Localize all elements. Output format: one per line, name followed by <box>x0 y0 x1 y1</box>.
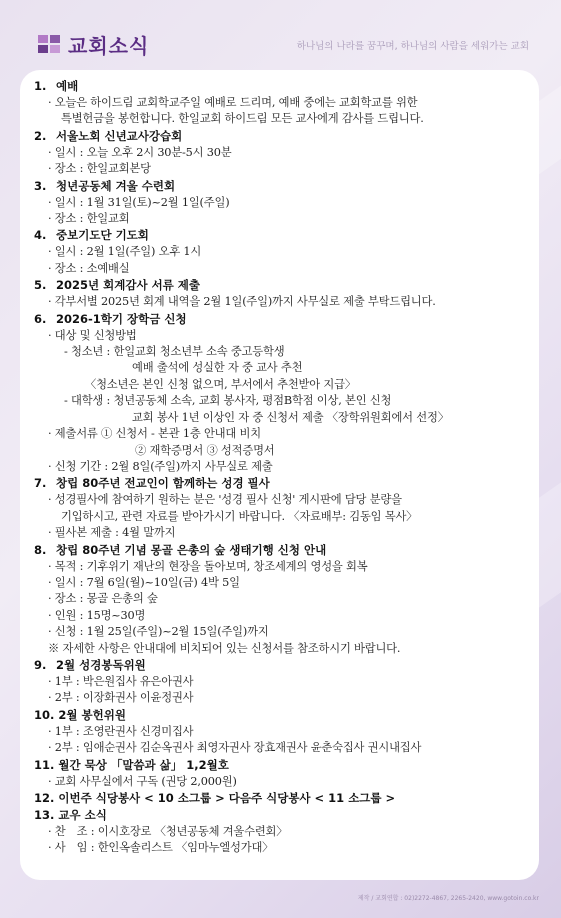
news-item-number: 9. <box>34 657 47 672</box>
news-item-title: 예배 <box>56 79 79 93</box>
news-item <box>34 311 534 476</box>
news-item <box>34 78 534 128</box>
page-title: 교회소식 <box>68 34 150 58</box>
news-item <box>34 757 534 790</box>
news-item-line: ※ 자세한 사항은 안내대에 비치되어 있는 신청서를 참조하시기 바랍니다. <box>48 641 401 655</box>
news-item-line: · 신청 : 1월 25일(주일)~2월 15일(주일)까지 <box>48 625 269 639</box>
news-item-heading <box>34 178 534 195</box>
news-item-number: 11. <box>34 757 55 772</box>
news-item-number: 4. <box>34 228 47 243</box>
news-item-line: · 사 임 : 한인옥솔리스트 〈임마누엘성가대〉 <box>48 841 274 855</box>
news-item-title: 2026-1학기 장학금 신청 <box>56 311 187 326</box>
news-item-title: 창립 80주년 기념 몽골 은총의 숲 생태기행 신청 안내 <box>56 542 327 557</box>
news-item-heading <box>34 128 534 145</box>
news-item-line: · 일시 : 7월 6일(월)~10일(금) 4박 5일 <box>48 575 240 589</box>
news-list <box>34 78 534 857</box>
news-item-line: · 목적 : 기후위기 재난의 현장을 돌아보며, 창조세계의 영성을 회복 <box>48 559 368 573</box>
news-item-line: · 2부 : 이장화권사 이윤정권사 <box>48 691 194 705</box>
news-item-line: · 일시 : 2월 1일(주일) 오후 1시 <box>48 245 202 259</box>
footer-credit: 제작 / 교회연합 : 02)2272-4867, 2265-2420, www.gotoin.co.kr <box>357 895 539 902</box>
news-item-heading <box>34 475 534 492</box>
news-item-title: 교우 소식 <box>58 808 107 822</box>
news-item-line: · 제출서류 ① 신청서 - 본관 1층 안내대 비치 <box>48 427 261 441</box>
news-item-line: · 1부 : 박은원집사 유은아권사 <box>48 674 194 688</box>
news-item-title: 이번주 식당봉사 < 10 소그룹 > 다음주 식당봉사 < 11 소그룹 > <box>58 791 396 805</box>
news-item-title: 월간 묵상 「말씀과 삶」 1,2월호 <box>58 757 229 772</box>
news-item-line: · 오늘은 하이드림 교회학교주일 예배로 드리며, 예배 중에는 교회학교를 위한 <box>48 96 418 109</box>
news-item-heading <box>34 807 534 824</box>
slogan: 하나님의 나라를 꿈꾸며, 하나님의 사람을 세워가는 교회 <box>296 41 529 52</box>
news-item-line: · 각부서별 2025년 회계 내역을 2월 1일(주일)까지 사무실로 제출 부탁드립니다. <box>48 295 436 309</box>
news-item <box>34 277 534 310</box>
news-item-line: · 2부 : 임애순권사 김순옥권사 최영자권사 장효재권사 윤춘숙집사 권시내집사 <box>48 741 422 755</box>
news-item-heading <box>34 311 534 328</box>
news-item-line: ② 재학증명서 ③ 성적증명서 <box>135 443 275 457</box>
header <box>0 0 561 70</box>
news-item-title: 서울노회 신년교사강습회 <box>56 128 183 143</box>
news-item-number: 8. <box>34 542 47 557</box>
news-item-heading <box>34 542 534 559</box>
news-item-line: · 일시 : 1월 31일(토)~2월 1일(주일) <box>48 195 230 209</box>
news-item-heading <box>34 78 534 95</box>
news-item-title: 2월 성경봉독위원 <box>56 657 146 672</box>
news-item-number: 7. <box>34 476 47 491</box>
news-item-line: 예배 출석에 성실한 자 중 교사 추천 <box>132 361 303 375</box>
news-item-line: · 대상 및 신청방법 <box>48 328 137 342</box>
news-item-number: 5. <box>34 278 47 293</box>
news-item-number: 6. <box>34 311 47 326</box>
news-item-heading <box>34 277 534 294</box>
news-item <box>34 790 534 807</box>
news-item-line: · 신청 기간 : 2월 8일(주일)까지 사무실로 제출 <box>48 459 273 473</box>
news-item <box>34 475 534 541</box>
news-item-number: 2. <box>34 128 47 143</box>
news-item-line: · 성경필사에 참여하기 원하는 분은 '성경 필사 신청' 게시판에 담당 분량을 <box>48 493 402 507</box>
news-item-heading <box>34 227 534 244</box>
news-item-title: 2025년 회계감사 서류 제출 <box>56 278 201 293</box>
news-item-line: 특별헌금을 봉헌합니다. 한일교회 하이드림 모든 교사에게 감사를 드립니다. <box>61 112 424 126</box>
news-item-line: · 장소 : 소예배실 <box>48 261 130 275</box>
news-item-heading <box>34 757 534 774</box>
news-item-number: 13. <box>34 808 55 822</box>
news-item <box>34 178 534 228</box>
news-item <box>34 128 534 178</box>
logo-icon <box>38 35 62 55</box>
news-item-line: · 장소 : 한일교회본당 <box>48 162 151 176</box>
news-item <box>34 707 534 757</box>
news-item-line: 〈청소년은 본인 신청 없으며, 부서에서 추천받아 지급〉 <box>85 377 356 391</box>
news-item <box>34 227 534 277</box>
news-item-line: · 1부 : 조영란권사 신경미집사 <box>48 724 194 738</box>
news-item-title: 중보기도단 기도회 <box>56 228 149 243</box>
news-item-heading <box>34 657 534 674</box>
news-item <box>34 542 534 657</box>
news-item-line: · 인원 : 15명~30명 <box>48 608 146 622</box>
news-item-line: · 찬 조 : 이시호장로 〈청년공동체 겨울수련회〉 <box>48 825 288 838</box>
news-item-line: - 청소년 : 한일교회 청소년부 소속 중고등학생 <box>64 345 285 359</box>
news-item-number: 12. <box>34 791 55 805</box>
news-item-line: · 교회 사무실에서 구독 (권당 2,000원) <box>48 774 237 788</box>
news-item-title: 2월 봉헌위원 <box>58 707 126 722</box>
news-item-line: · 장소 : 한일교회 <box>48 212 130 226</box>
news-item-number: 1. <box>34 79 47 93</box>
news-item-line: · 장소 : 몽골 은총의 숲 <box>48 592 158 606</box>
news-item-line: 기입하시고, 관련 자료를 받아가시기 바랍니다. 〈자료배부: 김동임 목사〉 <box>61 509 418 523</box>
news-item-title: 창립 80주년 전교인이 함께하는 성경 필사 <box>56 476 270 491</box>
news-item-heading <box>34 707 534 724</box>
news-item-line: · 일시 : 오늘 오후 2시 30분-5시 30분 <box>48 145 232 159</box>
news-item-line: - 대학생 : 청년공동체 소속, 교회 봉사자, 평점B학점 이상, 본인 신청 <box>64 394 392 408</box>
news-item <box>34 657 534 707</box>
news-item <box>34 807 534 857</box>
news-item-title: 청년공동체 겨울 수련회 <box>56 178 176 193</box>
news-item-line: 교회 봉사 1년 이상인 자 중 신청서 제출 〈장학위원회에서 선정〉 <box>132 410 449 424</box>
news-item-number: 3. <box>34 178 47 193</box>
news-item-number: 10. <box>34 707 55 722</box>
news-card <box>20 70 539 880</box>
news-item-heading <box>34 790 534 807</box>
news-item-line: · 필사본 제출 : 4월 말까지 <box>48 526 176 540</box>
